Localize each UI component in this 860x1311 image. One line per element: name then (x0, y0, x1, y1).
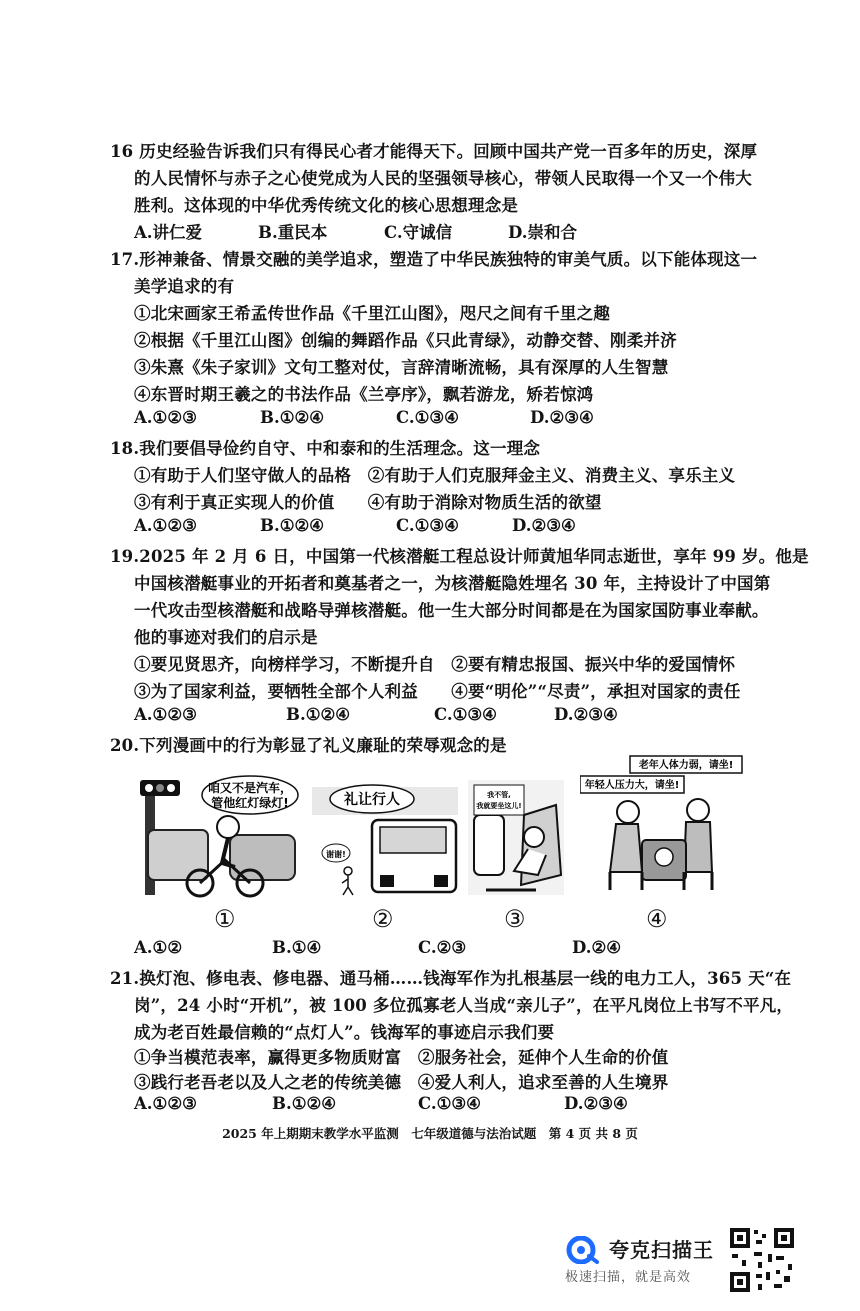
q18-statement: ③有利于真正实现人的价值 ④有助于消除对物质生活的欲望 (134, 493, 602, 512)
c4-speech-young: 年轻人压力大，请坐! (584, 780, 680, 791)
c1-speech-1: 咱又不是汽车， (207, 781, 293, 795)
q16-option-b: B.重民本 (258, 223, 328, 242)
q19-statement: ①要见贤思齐，向榜样学习，不断提升自 ②要有精忠报国、振兴中华的爱国情怀 (134, 655, 736, 674)
bus-windshield (380, 827, 446, 853)
q21-option-d: D.②③④ (564, 1094, 628, 1113)
quark-logo-icon (565, 1236, 601, 1264)
q18-option-d: D.②③④ (512, 516, 576, 535)
q16-option-a: A.讲仁爱 (134, 223, 203, 242)
cartoon-label-1: ① (214, 905, 236, 933)
speech-box (474, 785, 524, 815)
pedestrian-head (344, 867, 352, 875)
c3-speech-2: 我就要坐这儿! (476, 802, 522, 810)
q17-option-c: C.①③④ (396, 408, 459, 427)
c2-thanks: 谢谢! (326, 850, 346, 859)
q21-line: 岗”，24 小时“开机”，被 100 多位孤寡老人当成“亲儿子”，在平凡岗位上书写不平凡， (134, 996, 794, 1015)
q21-option-a: A.①②③ (134, 1094, 197, 1113)
q17-option-d: D.②③④ (530, 408, 594, 427)
heart-hands-icon (655, 848, 673, 866)
q19-line: 中国核潜艇事业的开拓者和奠基者之一，为核潜艇隐姓埋名 30 年，主持设计了中国第 (134, 574, 771, 593)
cartoon-label-2: ② (372, 905, 394, 933)
q17-line: 美学追求的有 (134, 277, 235, 296)
q18-statement: ①有助于人们坚守做人的品格 ②有助于人们克服拜金主义、消费主义、享乐主义 (134, 466, 736, 485)
cartoon-label-3: ③ (504, 905, 526, 933)
q20-option-a: A.①② (134, 938, 183, 957)
q17-statement: ③朱熹《朱子家训》文句工整对仗，言辞清晰流畅，具有深厚的人生智慧 (134, 358, 669, 377)
q19-option-c: C.①③④ (434, 705, 497, 724)
cartoon-label-4: ④ (646, 905, 668, 933)
q20-option-b: B.①④ (272, 938, 322, 957)
q21-statement: ③践行老吾老以及人之老的传统美德 ④爱人利人，追求至善的人生境界 (134, 1073, 669, 1092)
page-footer: 2025 年上期期末教学水平监测 七年级道德与法治试题 第 4 页 共 8 页 (222, 1126, 638, 1141)
q19-line: 一代攻击型核潜艇和战略导弹核潜艇。他一生大部分时间都是在为国家国防事业奉献。 (134, 601, 769, 620)
c1-speech-2: 管他红灯绿灯! (211, 796, 289, 810)
q17-option-a: A.①②③ (134, 408, 197, 427)
q19-line: 他的事迹对我们的启示是 (134, 628, 318, 647)
q21-line: 成为老百姓最信赖的“点灯人”。钱海军的事迹启示我们要 (134, 1023, 555, 1042)
q17-line: 17.形神兼备、情景交融的美学追求，塑造了中华民族独特的审美气质。以下能体现这一 (110, 250, 758, 269)
car-shape (148, 830, 208, 880)
brand-name: 夸克扫描王 (609, 1238, 714, 1262)
cartoon-4-courtesy (580, 752, 750, 900)
q16-line: 的人民情怀与赤子之心使党成为人民的坚强领导核心，带领人民取得一个又一个伟大 (134, 169, 752, 188)
q17-option-b: B.①②④ (260, 408, 325, 427)
q16-option-d: D.崇和合 (508, 223, 577, 242)
q17-statement: ②根据《千里江山图》创编的舞蹈作品《只此青绿》，动静交替、刚柔并济 (134, 331, 677, 350)
qr-code-icon[interactable] (728, 1226, 796, 1294)
cartoon-3-seat (466, 775, 566, 900)
cyclist-head (217, 816, 239, 838)
q17-statement: ①北宋画家王希孟传世作品《千里江山图》，咫尺之间有千里之趣 (134, 304, 611, 323)
q18-option-b: B.①②④ (260, 516, 325, 535)
c4-speech-old: 老年人体力弱，请坐! (638, 760, 734, 771)
q20-option-d: D.②④ (572, 938, 622, 957)
cartoon-1-cyclist (140, 775, 300, 900)
q18-option-a: A.①②③ (134, 516, 197, 535)
passenger-head (524, 827, 544, 847)
cartoon-2-bus (310, 775, 460, 900)
q19-option-b: B.①②④ (286, 705, 351, 724)
c2-sign: 礼让行人 (344, 792, 400, 808)
q21-line: 21.换灯泡、修电表、修电器、通马桶……钱海军作为扎根基层一线的电力工人，365 天“在 (110, 969, 792, 988)
q19-statement: ③为了国家利益，要牺牲全部个人利益 ④要“明伦”“尽责”，承担对国家的责任 (134, 682, 741, 701)
q20-stem: 20.下列漫画中的行为彰显了礼义廉耻的荣辱观念的是 (110, 736, 507, 755)
c3-speech-1: 我不管, (487, 791, 511, 799)
q16-line: 胜利。这体现的中华优秀传统文化的核心思想理念是 (134, 196, 519, 215)
q16-option-c: C.守诚信 (384, 223, 453, 242)
q19-option-d: D.②③④ (554, 705, 618, 724)
brand-slogan: 极速扫描，就是高效 (565, 1270, 692, 1285)
q20-option-c: C.②③ (418, 938, 467, 957)
q18-option-c: C.①③④ (396, 516, 459, 535)
q17-statement: ④东晋时期王羲之的书法作品《兰亭序》，飘若游龙，矫若惊鸿 (134, 385, 594, 404)
q21-option-b: B.①②④ (272, 1094, 337, 1113)
q19-line: 19.2025 年 2 月 6 日，中国第一代核潜艇工程总设计师黄旭华同志逝世，享年 99 岁。他是 (110, 547, 809, 566)
person-head (687, 799, 709, 821)
q18-line: 18.我们要倡导俭约自守、中和泰和的生活理念。这一理念 (110, 439, 541, 458)
bus-window (474, 815, 504, 875)
q21-option-c: C.①③④ (418, 1094, 481, 1113)
q16-line: 16 历史经验告诉我们只有得民心者才能得天下。回顾中国共产党一百多年的历史，深厚 (110, 142, 758, 161)
person-head (617, 801, 639, 823)
q19-option-a: A.①②③ (134, 705, 197, 724)
q21-statement: ①争当模范表率，赢得更多物质财富 ②服务社会，延伸个人生命的价值 (134, 1048, 669, 1067)
